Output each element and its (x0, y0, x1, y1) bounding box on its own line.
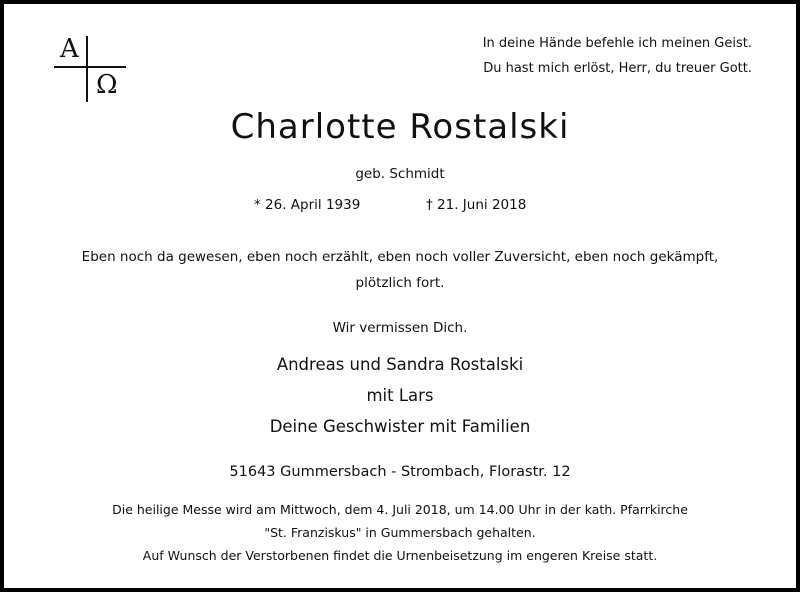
alpha-omega-cross-icon (52, 34, 132, 106)
service-notice-line-2: "St. Franziskus" in Gummersbach gehalten. (264, 525, 536, 540)
service-notice-line-3: Auf Wunsch der Verstorbenen findet die Urnenbeisetzung im engeren Kreise statt. (142, 548, 658, 563)
mourner-line: Andreas und Sandra Rostalski (276, 355, 524, 374)
cross-vertical-line (86, 36, 88, 102)
omega-letter: Ω (96, 70, 118, 100)
service-notice-line-1: Die heilige Messe wird am Mittwoch, dem 4. Juli 2018, um 14.00 Uhr in der kath. Pfarrkirche (112, 502, 688, 517)
mourner-line: mit Lars (366, 386, 434, 405)
quote-line-1: Eben noch da gewesen, eben noch erzählt, eben noch voller Zuversicht, eben noch gekämpft, (81, 249, 719, 265)
mourner-line: Deine Geschwister mit Familien (269, 417, 531, 436)
quote-line-2: plötzlich fort. (355, 275, 445, 291)
birth-date: * 26. April 1939 (254, 197, 361, 213)
bible-verse-line-1: In deine Hände befehle ich meinen Geist. (482, 36, 752, 51)
death-date: † 21. Juni 2018 (426, 197, 527, 213)
deceased-name: Charlotte Rostalski (230, 107, 570, 147)
alpha-letter: A (60, 34, 79, 64)
bible-verse-line-2: Du hast mich erlöst, Herr, du treuer Gott. (483, 61, 752, 76)
address: 51643 Gummersbach - Strombach, Florastr. 12 (229, 464, 571, 480)
miss-text: Wir vermissen Dich. (332, 320, 468, 336)
cross-horizontal-line (54, 66, 126, 68)
maiden-name: geb. Schmidt (355, 166, 445, 182)
